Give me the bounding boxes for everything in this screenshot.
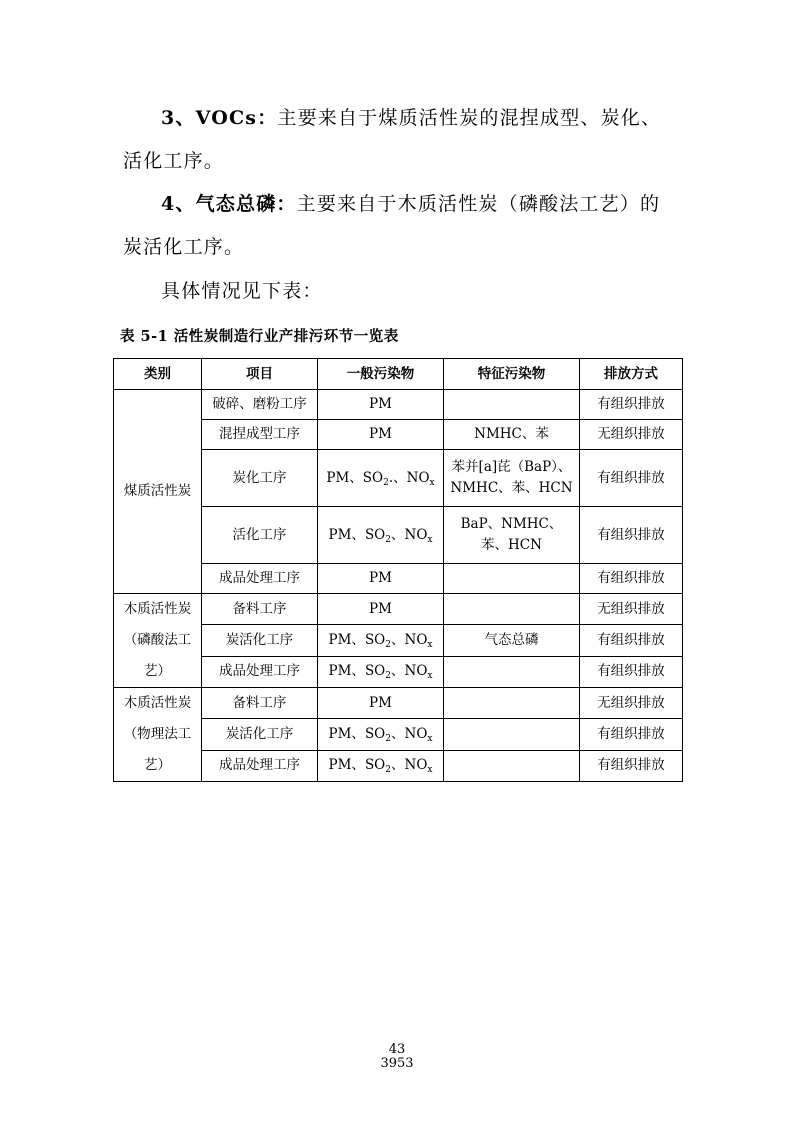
table-row bbox=[114, 390, 683, 420]
item-cell: 成品处理工序 bbox=[202, 750, 318, 781]
mode-cell: 有组织排放 bbox=[580, 656, 683, 687]
paragraph-label: 4、气态总磷： bbox=[161, 193, 297, 215]
paragraph-intro bbox=[123, 270, 675, 313]
table-row bbox=[114, 594, 683, 625]
category-cell: 木质活性炭（物理法工艺） bbox=[114, 688, 202, 782]
general-cell: PM、$SO_2$、$NO_x$ bbox=[318, 656, 444, 687]
header-category: 类别 bbox=[114, 359, 202, 390]
paragraph-label: 3、VOCs： bbox=[161, 107, 278, 129]
mode-cell: 有组织排放 bbox=[580, 750, 683, 781]
table-row bbox=[114, 688, 683, 719]
paragraph-text: 具体情况见下表： bbox=[161, 280, 323, 302]
specific-cell: BaP、NMHC、苯、HCN bbox=[444, 507, 580, 564]
specific-cell: 气态总磷 bbox=[444, 625, 580, 656]
item-cell: 备料工序 bbox=[202, 688, 318, 719]
paragraph-text: 主要来自于木质活性炭（磷酸法工艺）的炭活化工序。 bbox=[123, 193, 661, 258]
specific-cell: NMHC、苯 bbox=[444, 420, 580, 450]
mode-cell: 有组织排放 bbox=[580, 564, 683, 594]
table-caption: 表 5-1 活性炭制造行业产排污环节一览表 bbox=[120, 328, 399, 345]
item-cell: 备料工序 bbox=[202, 594, 318, 625]
general-cell: PM bbox=[318, 564, 444, 594]
mode-cell: 有组织排放 bbox=[580, 450, 683, 507]
specific-cell bbox=[444, 594, 580, 625]
mode-cell: 无组织排放 bbox=[580, 688, 683, 719]
item-cell: 破碎、磨粉工序 bbox=[202, 390, 318, 420]
specific-cell bbox=[444, 656, 580, 687]
paragraph-vocs bbox=[123, 97, 675, 183]
category-cell: 煤质活性炭 bbox=[114, 390, 202, 594]
specific-cell bbox=[444, 719, 580, 750]
specific-cell bbox=[444, 688, 580, 719]
mode-cell: 有组织排放 bbox=[580, 719, 683, 750]
header-specific-pollutant: 特征污染物 bbox=[444, 359, 580, 390]
mode-cell: 有组织排放 bbox=[580, 625, 683, 656]
category-cell: 木质活性炭（磷酸法工艺） bbox=[114, 594, 202, 688]
header-emission-mode: 排放方式 bbox=[580, 359, 683, 390]
specific-cell bbox=[444, 390, 580, 420]
item-cell: 炭活化工序 bbox=[202, 625, 318, 656]
general-cell: PM bbox=[318, 420, 444, 450]
mode-cell: 有组织排放 bbox=[580, 390, 683, 420]
item-cell: 混捏成型工序 bbox=[202, 420, 318, 450]
header-general-pollutant: 一般污染物 bbox=[318, 359, 444, 390]
general-cell: PM、$SO_2$、$NO_x$ bbox=[318, 750, 444, 781]
paragraph-phosphorus bbox=[123, 183, 675, 269]
general-cell: PM、$SO_2$、$NO_x$ bbox=[318, 507, 444, 564]
general-cell: PM、$SO_2$、$NO_x$ bbox=[318, 625, 444, 656]
item-cell: 成品处理工序 bbox=[202, 656, 318, 687]
mode-cell: 无组织排放 bbox=[580, 594, 683, 625]
specific-cell bbox=[444, 564, 580, 594]
mode-cell: 无组织排放 bbox=[580, 420, 683, 450]
specific-cell bbox=[444, 750, 580, 781]
item-cell: 炭化工序 bbox=[202, 450, 318, 507]
pollution-table bbox=[113, 358, 683, 782]
sequence-number: 3953 bbox=[380, 1056, 414, 1071]
mode-cell: 有组织排放 bbox=[580, 507, 683, 564]
page-number: 43 bbox=[388, 1042, 406, 1057]
general-cell: PM、$SO_2$.、$NO_x$ bbox=[318, 450, 444, 507]
general-cell: PM bbox=[318, 594, 444, 625]
general-cell: PM bbox=[318, 390, 444, 420]
item-cell: 活化工序 bbox=[202, 507, 318, 564]
item-cell: 炭活化工序 bbox=[202, 719, 318, 750]
specific-cell: 苯并[a]芘（BaP）、NMHC、苯、HCN bbox=[444, 450, 580, 507]
general-cell: PM bbox=[318, 688, 444, 719]
table-header-row bbox=[114, 359, 683, 390]
header-item: 项目 bbox=[202, 359, 318, 390]
paragraph-text: 主要来自于煤质活性炭的混捏成型、炭化、活化工序。 bbox=[123, 107, 662, 172]
item-cell: 成品处理工序 bbox=[202, 564, 318, 594]
general-cell: PM、$SO_2$、$NO_x$ bbox=[318, 719, 444, 750]
